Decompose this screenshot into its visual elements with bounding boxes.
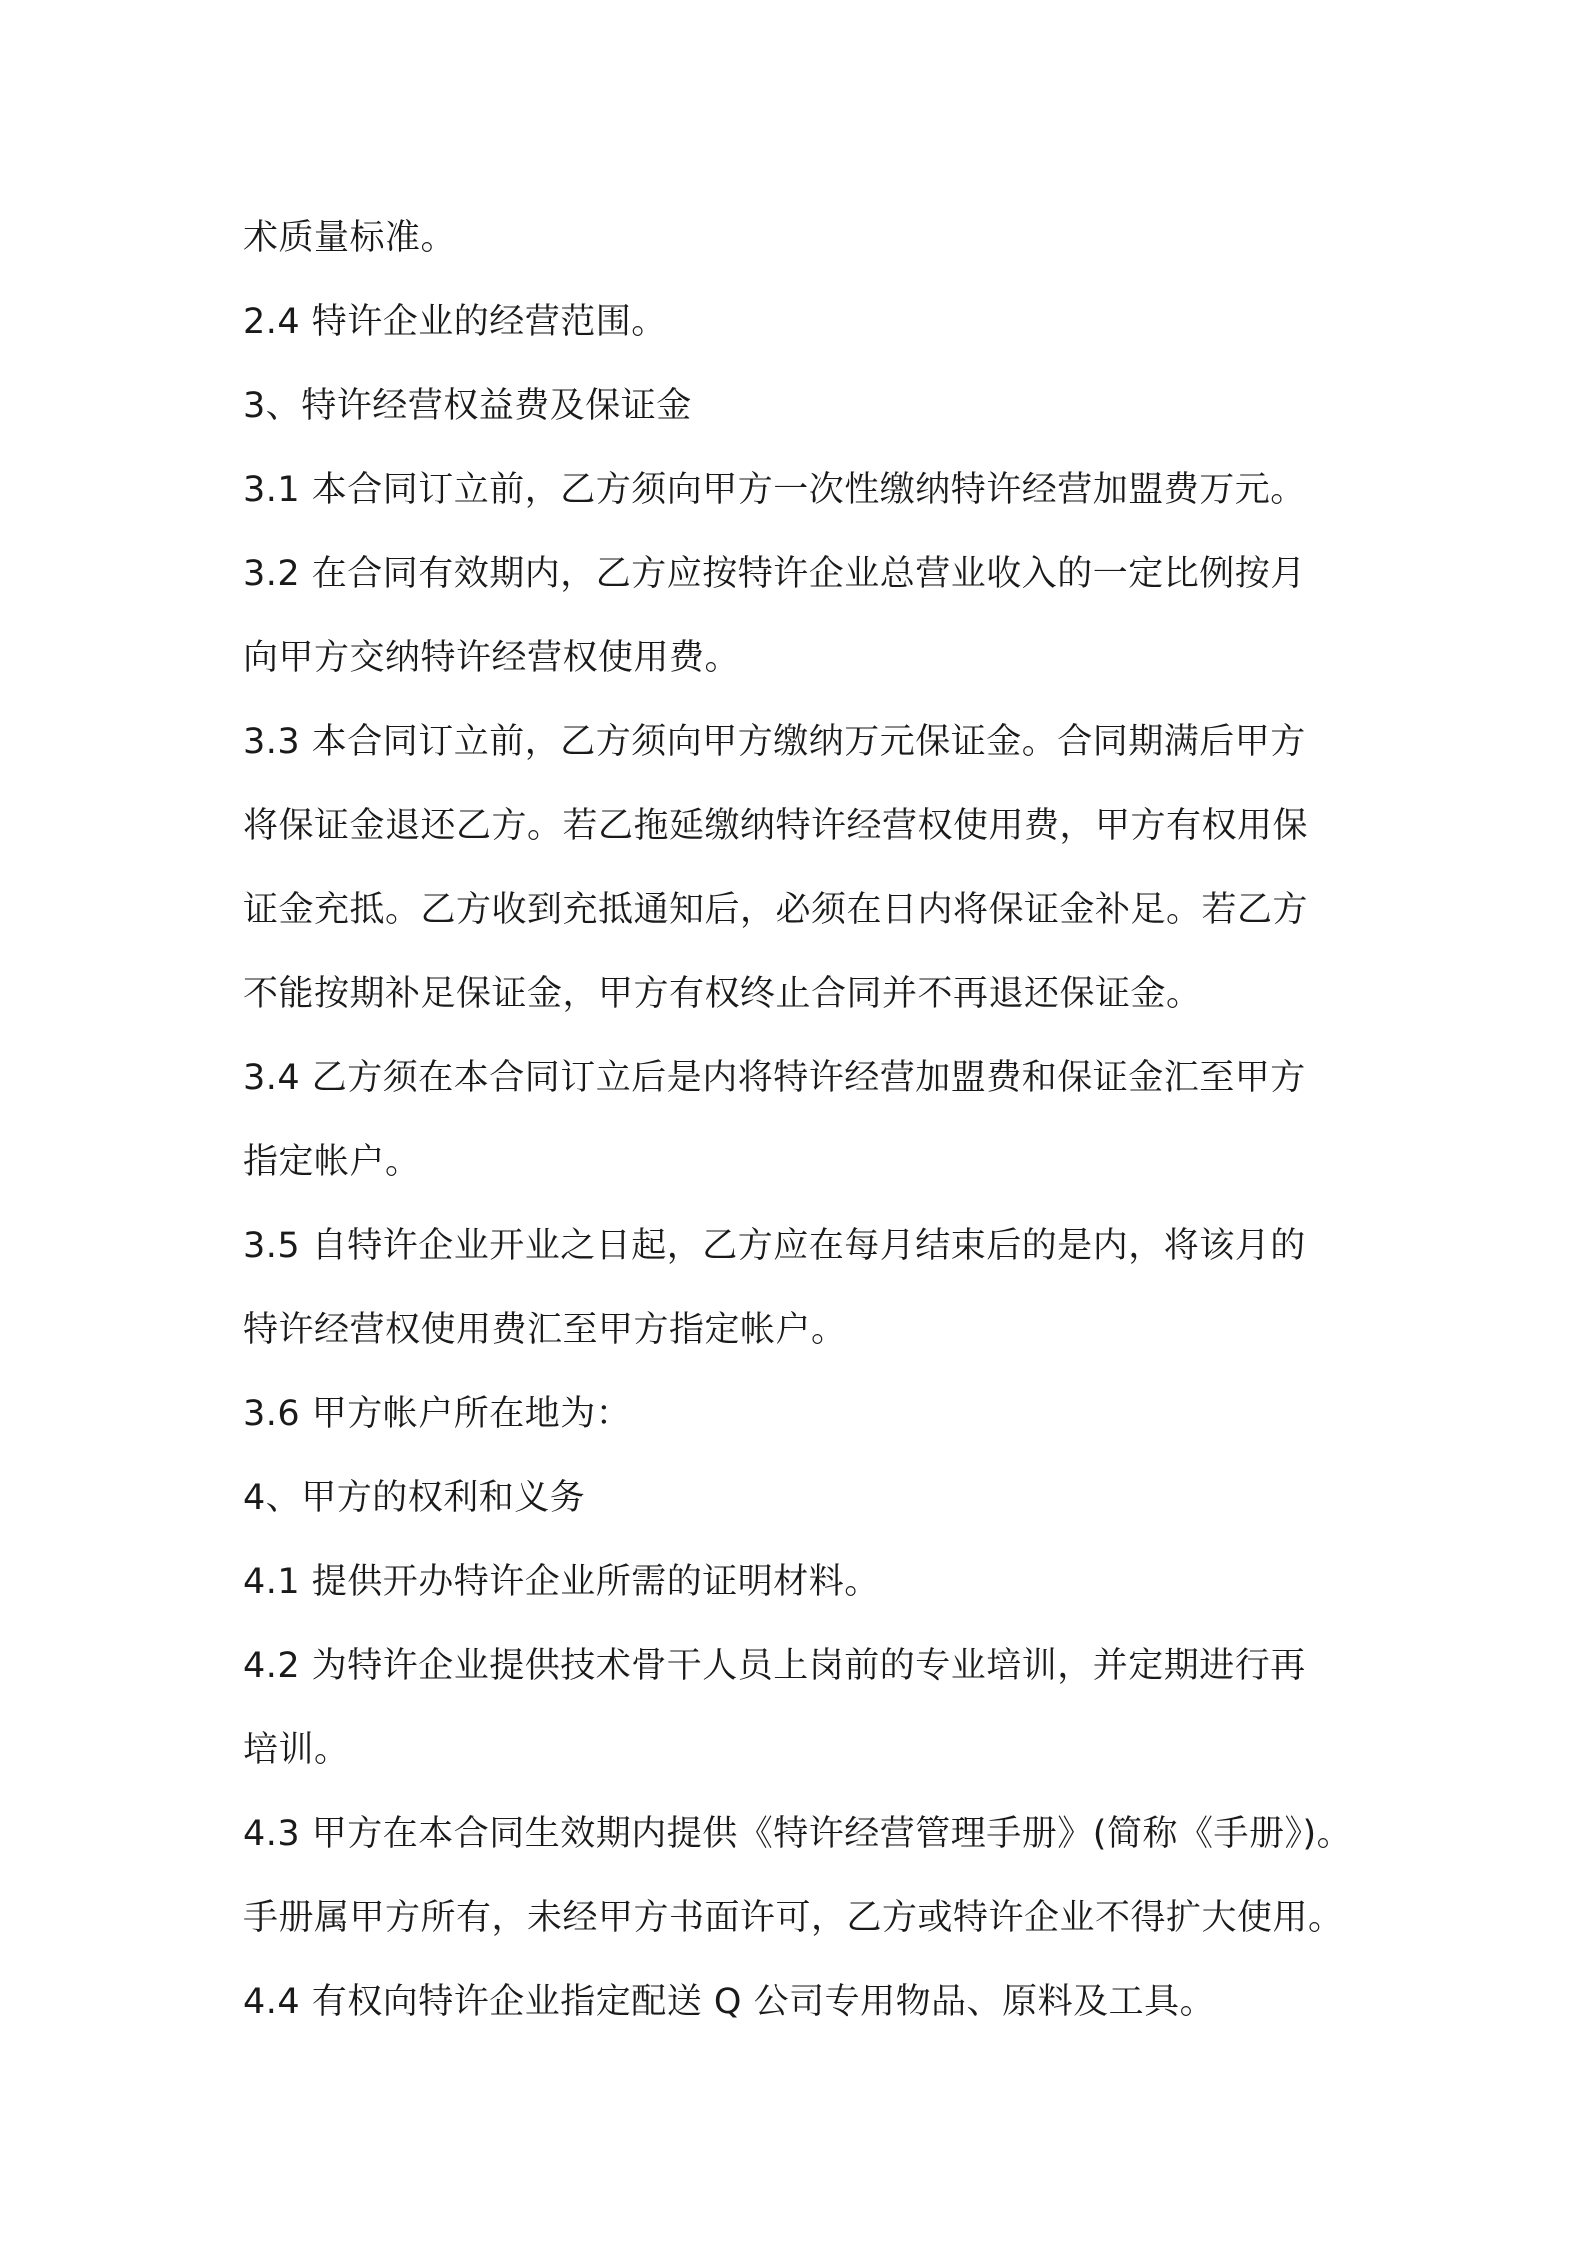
text-line-15: 3.6 甲方帐户所在地为： [243,1394,632,1434]
section-heading-3: 3、特许经营权益费及保证金 [243,386,692,426]
text-line-6: 向甲方交纳特许经营权使用费。 [243,638,741,678]
text-line-1: 术质量标准。 [243,218,457,258]
text-line-4: 3.1 本合同订立前，乙方须向甲方一次性缴纳特许经营加盟费万元。 [243,470,1306,510]
text-line-14: 特许经营权使用费汇至甲方指定帐户。 [243,1310,847,1350]
text-line-8: 将保证金退还乙方。若乙拖延缴纳特许经营权使用费，甲方有权用保 [243,806,1309,846]
text-line-9: 证金充抵。乙方收到充抵通知后，必须在日内将保证金补足。若乙方 [243,890,1309,930]
text-line-12: 指定帐户。 [243,1142,421,1182]
text-line-19: 培训。 [243,1730,350,1770]
section-heading-4: 4、甲方的权利和义务 [243,1478,586,1518]
text-line-17: 4.1 提供开办特许企业所需的证明材料。 [243,1562,880,1602]
text-line-18: 4.2 为特许企业提供技术骨干人员上岗前的专业培训，并定期进行再 [243,1646,1306,1686]
text-line-11: 3.4 乙方须在本合同订立后是内将特许经营加盟费和保证金汇至甲方 [243,1058,1306,1098]
text-line-20: 4.3 甲方在本合同生效期内提供《特许经营管理手册》(简称《手册》)。 [243,1814,1353,1854]
text-line-7: 3.3 本合同订立前，乙方须向甲方缴纳万元保证金。合同期满后甲方 [243,722,1306,762]
text-line-21: 手册属甲方所有，未经甲方书面许可，乙方或特许企业不得扩大使用。 [243,1898,1344,1938]
text-line-5: 3.2 在合同有效期内，乙方应按特许企业总营业收入的一定比例按月 [243,554,1306,594]
text-line-22: 4.4 有权向特许企业指定配送 Q 公司专用物品、原料及工具。 [243,1982,1216,2022]
text-line-10: 不能按期补足保证金，甲方有权终止合同并不再退还保证金。 [243,974,1202,1014]
text-line-13: 3.5 自特许企业开业之日起，乙方应在每月结束后的是内，将该月的 [243,1226,1306,1266]
text-line-2: 2.4 特许企业的经营范围。 [243,302,667,342]
document-body [243,196,1363,2044]
